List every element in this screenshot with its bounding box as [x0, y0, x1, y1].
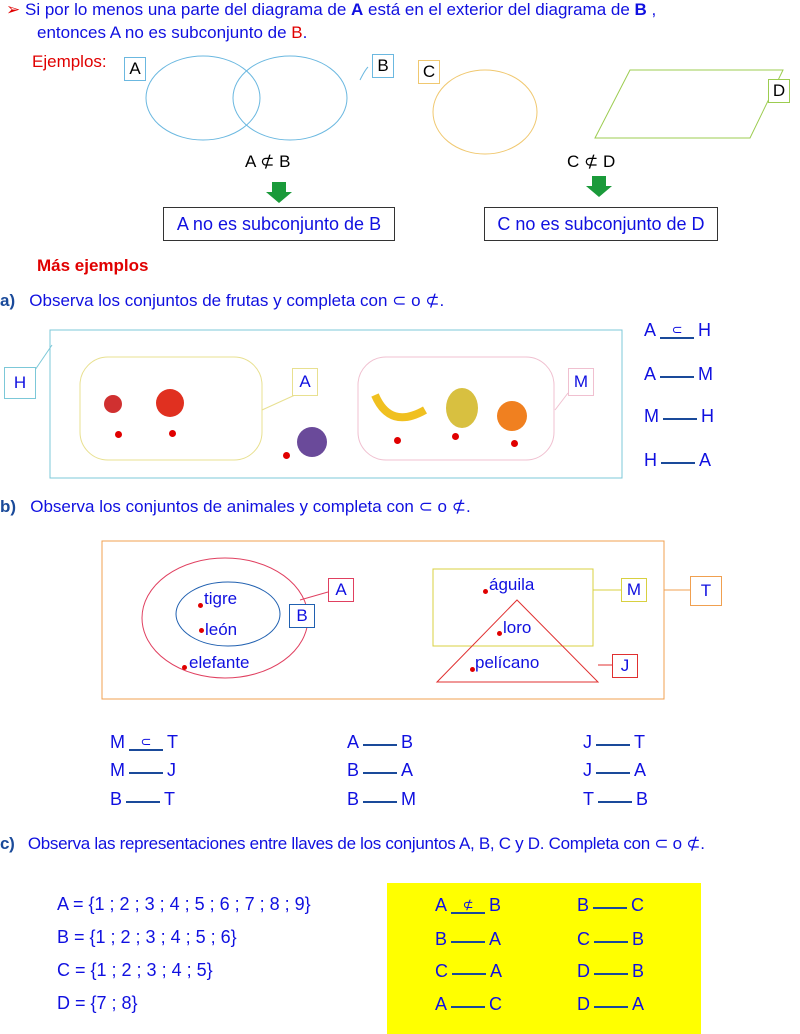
answer-blank[interactable] [661, 462, 695, 464]
notation-a-b: A ⊄ B [245, 152, 291, 171]
relation-c-1: A ⊄ B [435, 895, 502, 915]
arrow-down-icon [586, 186, 612, 197]
orange-icon [497, 401, 527, 431]
label-m-fruits: M [568, 368, 594, 396]
relation-a-2: A M [644, 364, 714, 384]
answer-blank[interactable] [129, 772, 163, 774]
answer-blank[interactable] [594, 941, 628, 943]
answer-blank[interactable] [598, 801, 632, 803]
label-a-animals: A [328, 578, 354, 602]
element-leon: león [205, 620, 238, 639]
answer-blank[interactable] [126, 801, 160, 803]
element-elefante: elefante [189, 653, 250, 672]
answers-panel [387, 883, 701, 1034]
relation-a-4: H A [644, 450, 712, 470]
set-definition-b: B = {1 ; 2 ; 3 ; 4 ; 5 ; 6} [57, 927, 237, 947]
result-a-b: A no es subconjunto de B [163, 207, 395, 241]
section-a-heading: a) Observa los conjuntos de frutas y completa con ⊂ o ⊄. [0, 291, 445, 310]
more-examples: Más ejemplos [37, 256, 149, 275]
label-h: H [4, 367, 36, 399]
set-b-ellipse [233, 56, 347, 140]
relation-c-4: C B [577, 929, 645, 949]
relation-a-3: M H [644, 406, 714, 426]
relation-c-8: D A [577, 994, 645, 1014]
answer-blank[interactable] [451, 941, 485, 943]
answer-blank[interactable] [663, 418, 697, 420]
label-a-fruits: A [292, 368, 318, 396]
label-t-animals: T [690, 576, 722, 606]
answer-blank[interactable] [363, 744, 397, 746]
label-c: C [418, 60, 440, 84]
relation-b-3: J T [583, 732, 645, 752]
relation-b-2: A B [347, 732, 414, 752]
answer-blank[interactable] [596, 772, 630, 774]
answer-blank[interactable]: ⊂ [129, 735, 163, 751]
apple-icon [156, 389, 184, 417]
relation-b-6: J A [583, 760, 647, 780]
set-definition-a: A = {1 ; 2 ; 3 ; 4 ; 5 ; 6 ; 7 ; 8 ; 9} [57, 894, 311, 914]
answer-blank[interactable] [452, 973, 486, 975]
arrow-down-icon [266, 192, 292, 203]
element-aguila: águila [489, 575, 535, 594]
label-m-animals: M [621, 578, 647, 602]
relation-b-7: B T [110, 789, 176, 809]
element-tigre: tigre [204, 589, 238, 608]
grapes-icon [297, 427, 327, 457]
answer-blank[interactable] [660, 376, 694, 378]
examples-label: Ejemplos: [32, 52, 107, 71]
set-definition-c: C = {1 ; 2 ; 3 ; 4 ; 5} [57, 960, 213, 980]
set-d-parallelogram [595, 70, 783, 138]
relation-b-9: T B [583, 789, 649, 809]
set-definition-d: D = {7 ; 8} [57, 993, 138, 1013]
relation-b-4: M J [110, 760, 176, 780]
answer-blank[interactable] [363, 801, 397, 803]
label-a: A [124, 57, 146, 81]
label-d: D [768, 79, 790, 103]
section-c-heading: c) Observa las representaciones entre llaves de los conjuntos A, B, C y D. Completa con ⊂ o ⊄. [0, 834, 705, 853]
relation-c-7: A C [435, 994, 503, 1014]
relation-b-1: M ⊂ T [110, 732, 178, 752]
answer-blank[interactable]: ⊄ [451, 898, 485, 914]
pineapple-icon [446, 388, 478, 428]
intro-line-1: ➢ Si por lo menos una parte del diagrama de A está en el exterior del diagrama de B , [6, 0, 657, 19]
set-c-ellipse [433, 70, 537, 154]
label-b-animals: B [289, 604, 315, 628]
answer-blank[interactable] [594, 973, 628, 975]
label-j-animals: J [612, 654, 638, 678]
answer-blank[interactable] [596, 744, 630, 746]
answer-blank[interactable]: ⊂ [660, 323, 694, 339]
answer-blank[interactable] [363, 772, 397, 774]
relation-c-3: B A [435, 929, 502, 949]
intro-line-2: entonces A no es subconjunto de B. [37, 23, 308, 42]
relation-c-6: D B [577, 961, 645, 981]
result-c-d: C no es subconjunto de D [484, 207, 718, 241]
answer-blank[interactable] [451, 1006, 485, 1008]
relation-c-5: C A [435, 961, 503, 981]
relation-a-1: A ⊂ H [644, 320, 712, 340]
element-pelicano: pelícano [475, 653, 540, 672]
label-b: B [372, 54, 394, 78]
relation-c-2: B C [577, 895, 645, 915]
notation-c-d: C ⊄ D [567, 152, 616, 171]
relation-b-5: B A [347, 760, 414, 780]
strawberry-icon [104, 395, 122, 413]
section-b-heading: b) Observa los conjuntos de animales y completa con ⊂ o ⊄. [0, 497, 471, 516]
answer-blank[interactable] [593, 907, 627, 909]
set-a-ellipse [146, 56, 260, 140]
element-loro: loro [503, 618, 532, 637]
answer-blank[interactable] [594, 1006, 628, 1008]
relation-b-8: B M [347, 789, 417, 809]
set-h-box [50, 330, 622, 478]
banana-icon [375, 395, 425, 417]
